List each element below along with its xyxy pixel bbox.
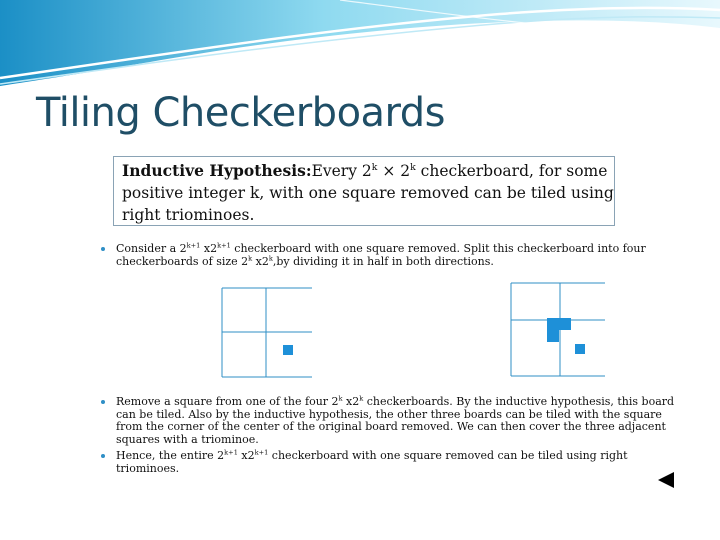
hypothesis-label: Inductive Hypothesis: [122,161,312,180]
exponent: k+1 [186,241,201,250]
hypothesis-line-2: positive integer k, with one square removed can be tiled using [122,184,614,202]
exponent: k [268,253,273,262]
exponent: k+1 [217,241,231,250]
back-arrow-icon[interactable] [658,472,674,488]
exponent: k [359,394,364,403]
bullet-text: checkerboard with one square removed. Split this checkerboard into four checkerboards of size 2 [116,242,646,268]
hypothesis-text: Every 2 [311,162,372,180]
header-swoosh [0,0,720,90]
bullet-text: x2 [342,395,360,408]
bullet-remove [116,396,686,446]
hypothesis-text: checkerboard, for some [415,162,608,180]
exponent: k+1 [224,448,238,457]
checkerboard-split-diagram [220,287,314,379]
hypothesis-line-3: right triominoes. [122,206,255,224]
bullet-text: x2 [252,254,269,268]
bullet-text: x2 [237,449,255,462]
hypothesis-line-1 [122,160,608,182]
exponent: k [410,161,416,173]
exponent: k [371,161,378,173]
removed-square [283,345,293,355]
exponent: k [338,394,343,403]
hypothesis-box [113,156,615,226]
bullet-text: Hence, the entire 2 [116,449,225,462]
exponent: k+1 [254,448,269,457]
bullet-hence [116,450,686,475]
bullet-text: Consider a 2 [116,242,187,255]
slide-title: Tiling Checkerboards [36,90,446,136]
checkerboard-triomino-diagram [509,282,607,378]
center-triomino [547,318,571,342]
removed-square [575,344,585,354]
bullet-text: Remove a square from one of the four 2 [116,395,339,408]
exponent: k [248,253,253,262]
hypothesis-text: × 2 [377,162,411,180]
bullet-text: x2 [200,242,218,255]
bullet-consider [116,243,686,268]
bullet-text: checkerboards. By the inductive hypothesis, this board can be tiled. Also by the inductive hypothesis, the other three boards can be tiled with the square from the corner of the center of the original board removed. We can then cover the three adjacent squares with a triominoe. [116,395,675,446]
bullet-text: ,by dividing it in half in both directions. [272,254,494,268]
bullet-text: checkerboard with one square removed can be tiled using right triominoes. [116,449,628,475]
